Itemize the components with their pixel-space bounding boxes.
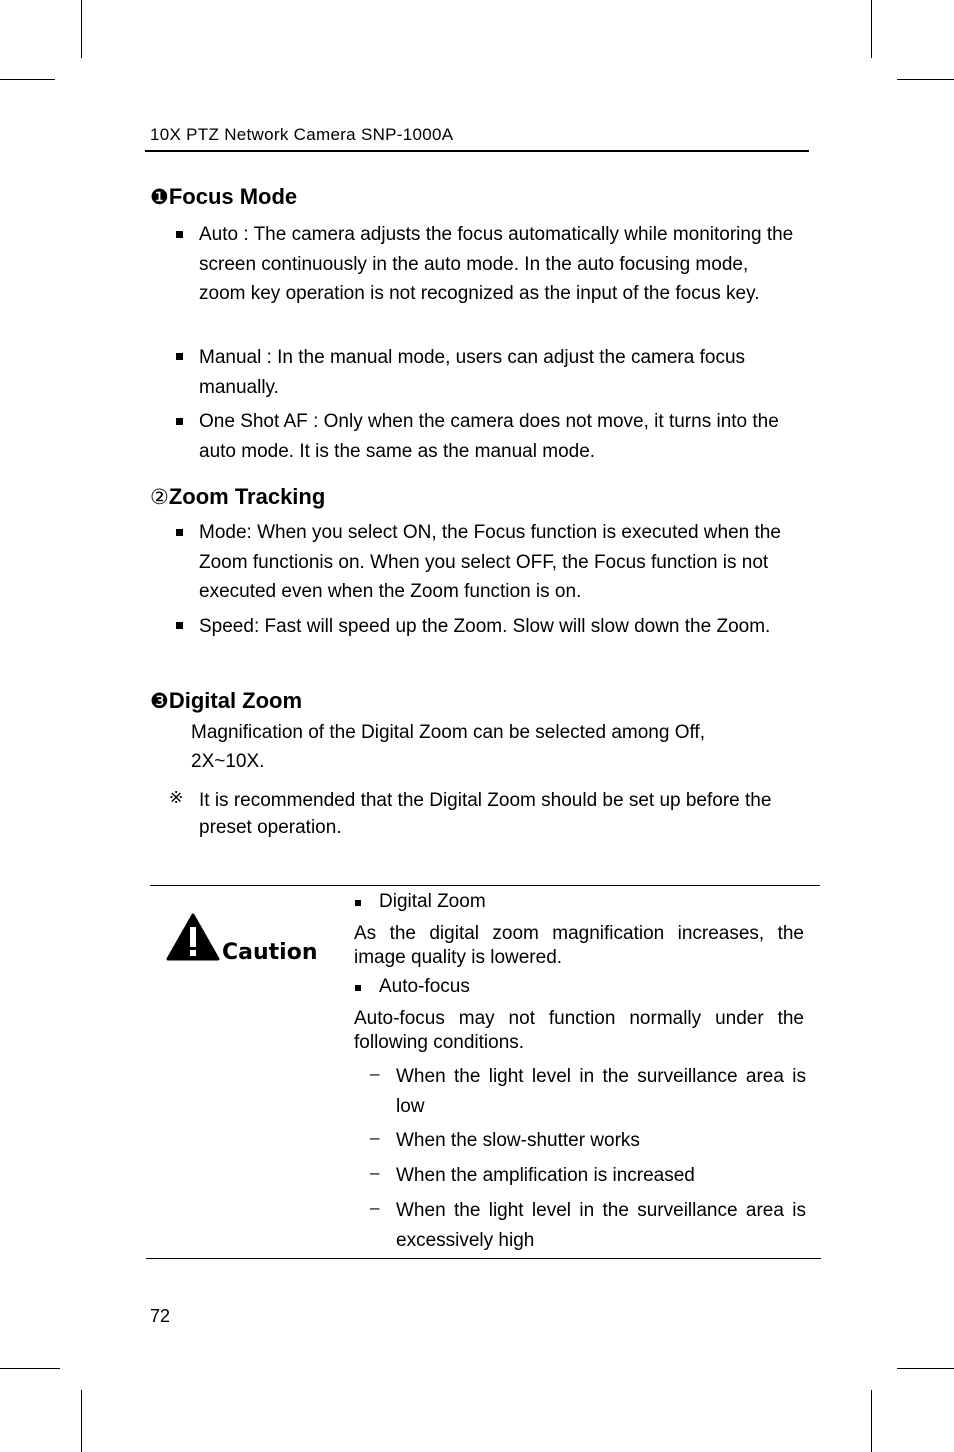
- condition-item: When the light level in the surveillance area is excessively high: [396, 1200, 806, 1251]
- section-title: Digital Zoom: [168, 688, 303, 713]
- running-header: 10X PTZ Network Camera SNP-1000A: [150, 125, 454, 144]
- caution-item-body: Auto-focus may not function normally under the following conditions.: [354, 1008, 804, 1053]
- bullet-square-icon: [176, 231, 183, 238]
- note-text: It is recommended that the Digital Zoom should be set up before the preset operation.: [199, 790, 772, 838]
- table-top-rule: [150, 885, 820, 886]
- caution-item-body: As the digital zoom magnification increases, the image quality is lowered.: [354, 923, 804, 968]
- warning-triangle-icon: [166, 913, 220, 966]
- table-bottom-rule: [146, 1258, 821, 1259]
- section-body: Magnification of the Digital Zoom can be selected among Off, 2X~10X.: [191, 722, 705, 772]
- dash-icon: –: [370, 1064, 380, 1083]
- bullet-square-icon: [176, 529, 183, 536]
- list-item: Auto : The camera adjusts the focus automatically while monitoring the screen continuously in the auto mode. In the auto focusing mode, zoom key operation is not recognized as the input of the focus key.: [199, 224, 794, 304]
- bullet-square-icon: [176, 353, 183, 360]
- header-rule: [145, 150, 809, 152]
- condition-item: When the slow-shutter works: [396, 1130, 640, 1151]
- list-item: Mode: When you select ON, the Focus function is executed when the Zoom functionis on. When you select OFF, the Focus function is not executed even when the Zoom function is on.: [199, 522, 781, 602]
- crop-mark: [81, 1390, 82, 1452]
- section-number: ❸: [150, 690, 169, 713]
- crop-mark: [897, 1368, 954, 1369]
- section-title: Zoom Tracking: [168, 484, 326, 509]
- list-item: One Shot AF : Only when the camera does not move, it turns into the auto mode. It is the same as the manual mode.: [199, 411, 779, 462]
- list-item: Manual : In the manual mode, users can adjust the camera focus manually.: [199, 347, 746, 398]
- bullet-square-icon: [176, 418, 183, 425]
- crop-mark: [871, 1390, 872, 1452]
- dash-icon: –: [370, 1128, 380, 1147]
- bullet-square-icon: [176, 622, 183, 629]
- condition-item: When the light level in the surveillance area is low: [396, 1066, 806, 1117]
- caution-item-title: Digital Zoom: [379, 891, 486, 912]
- section-heading-focus-mode: [150, 184, 297, 210]
- section-heading-digital-zoom: [150, 688, 302, 714]
- crop-mark: [0, 79, 55, 80]
- bullet-square-icon: [355, 985, 361, 991]
- crop-mark: [0, 1368, 60, 1369]
- page-number: 72: [150, 1306, 171, 1326]
- crop-mark: [897, 79, 954, 80]
- crop-mark: [81, 0, 82, 58]
- section-title: Focus Mode: [168, 184, 298, 209]
- bullet-square-icon: [355, 900, 361, 906]
- section-number: ❶: [150, 186, 169, 209]
- caution-item-title: Auto-focus: [379, 976, 470, 997]
- dash-icon: –: [370, 1163, 380, 1182]
- section-number: ②: [150, 486, 169, 509]
- dash-icon: –: [370, 1198, 380, 1217]
- condition-item: When the amplification is increased: [396, 1165, 695, 1186]
- section-heading-zoom-tracking: [150, 484, 325, 510]
- caution-label: Caution: [222, 940, 318, 965]
- crop-mark: [871, 0, 872, 58]
- list-item: Speed: Fast will speed up the Zoom. Slow will slow down the Zoom.: [199, 616, 771, 637]
- reference-mark-icon: ※: [169, 788, 184, 807]
